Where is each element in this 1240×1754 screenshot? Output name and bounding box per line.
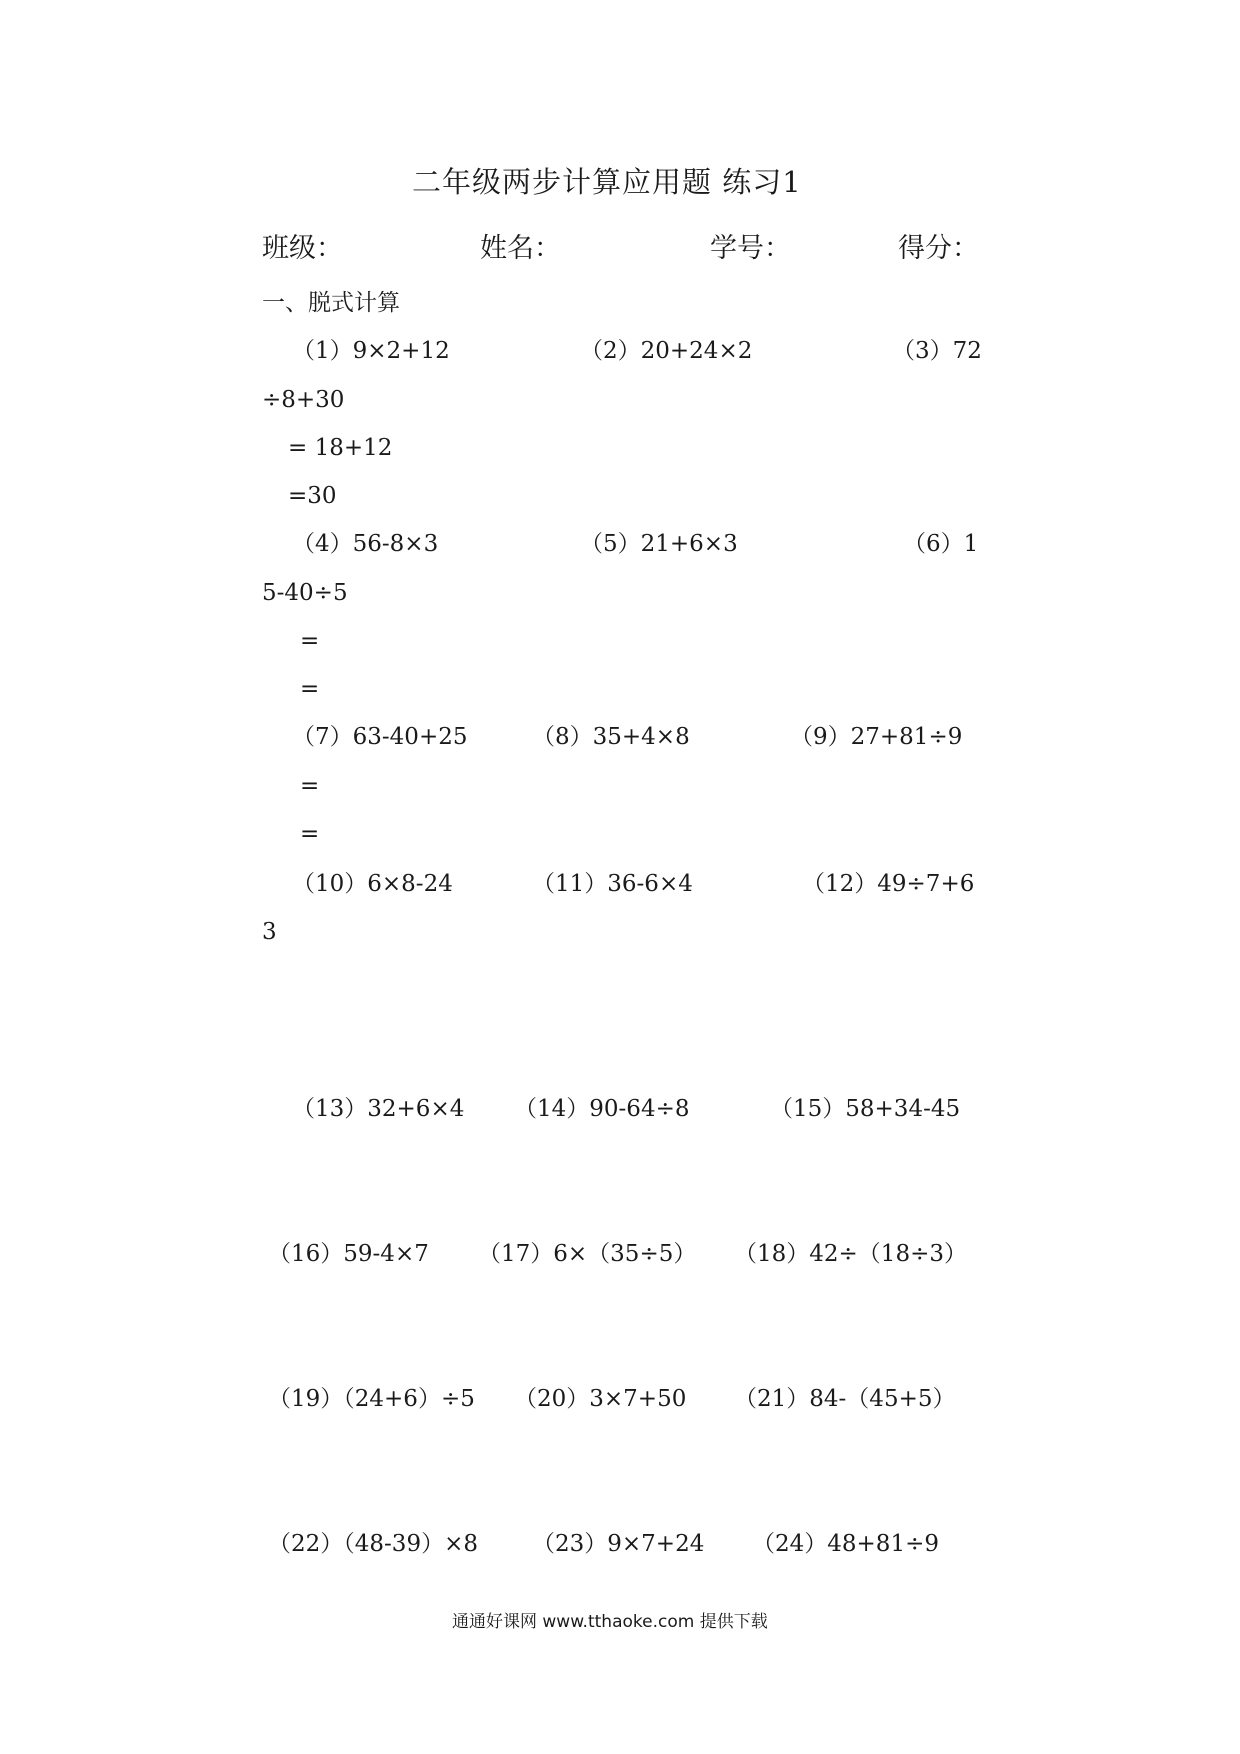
name-label: 姓名：	[480, 233, 561, 264]
problem-2: （2）20+24×2	[580, 338, 753, 364]
page-title: 二年级两步计算应用题 练习1	[412, 165, 802, 199]
problem-22: （22）（48-39）×8	[268, 1531, 478, 1557]
problem-15: （15）58+34-45	[770, 1096, 961, 1122]
equals-line: =	[300, 628, 320, 654]
problem-4: （4）56-8×3	[292, 531, 439, 557]
problem-6-part-b: 5-40÷5	[262, 580, 348, 606]
problem-8: （8）35+4×8	[532, 724, 690, 750]
problem-1: （1）9×2+12	[292, 338, 450, 364]
problem-19: （19）（24+6）÷5	[268, 1386, 475, 1412]
problem-12-part-a: （12）49÷7+6	[802, 871, 975, 897]
problem-10: （10）6×8-24	[292, 871, 453, 897]
problem-24: （24）48+81÷9	[752, 1531, 939, 1557]
problem-1-step-2: =30	[288, 483, 337, 509]
problem-21: （21）84-（45+5）	[734, 1386, 956, 1412]
problem-1-step-1: = 18+12	[288, 435, 393, 461]
problem-3-part-b: ÷8+30	[262, 387, 345, 413]
problem-7: （7）63-40+25	[292, 724, 468, 750]
footer-credit: 通通好课网 www.tthaoke.com 提供下载	[452, 1612, 768, 1632]
class-label: 班级：	[262, 233, 343, 264]
problem-6-part-a: （6）1	[903, 531, 979, 557]
problem-12-part-b: 3	[262, 919, 277, 945]
equals-line: =	[300, 773, 320, 799]
student-id-label: 学号：	[710, 233, 791, 264]
problem-11: （11）36-6×4	[532, 871, 693, 897]
problem-20: （20）3×7+50	[514, 1386, 687, 1412]
problem-16: （16）59-4×7	[268, 1241, 429, 1267]
problem-3-part-a: （3）72	[892, 338, 982, 364]
problem-17: （17）6×（35÷5）	[478, 1241, 697, 1267]
problem-5: （5）21+6×3	[580, 531, 738, 557]
score-label: 得分：	[898, 233, 979, 264]
problem-18: （18）42÷（18÷3）	[734, 1241, 967, 1267]
problem-23: （23）9×7+24	[532, 1531, 705, 1557]
problem-14: （14）90-64÷8	[514, 1096, 690, 1122]
problem-9: （9）27+81÷9	[790, 724, 963, 750]
equals-line: =	[300, 821, 320, 847]
problem-13: （13）32+6×4	[292, 1096, 465, 1122]
equals-line: =	[300, 676, 320, 702]
section-heading: 一、脱式计算	[262, 290, 400, 316]
